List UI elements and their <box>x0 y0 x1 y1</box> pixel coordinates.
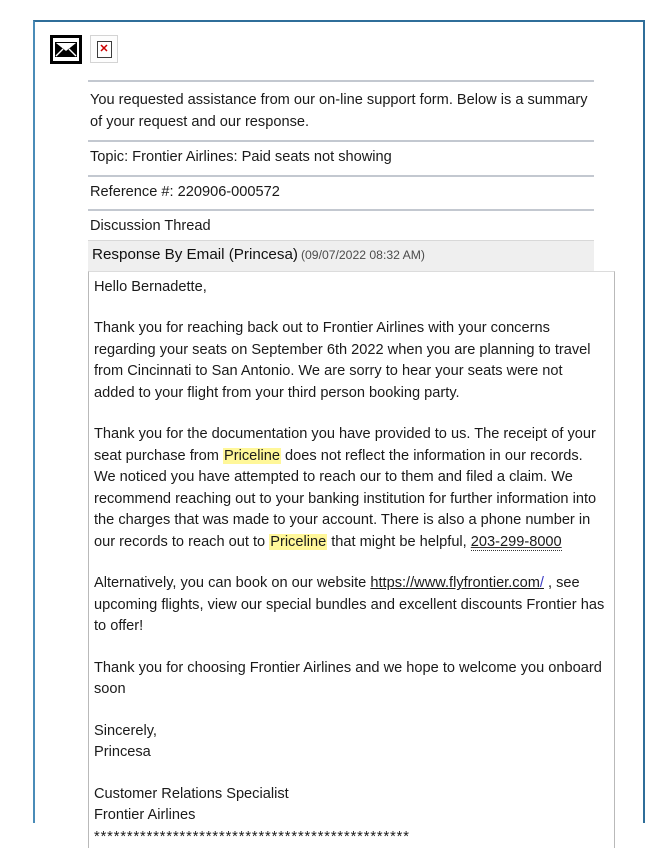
response-header-date: (09/07/2022 08:32 AM) <box>300 247 425 262</box>
flyfrontier-link[interactable] <box>370 575 544 591</box>
flyfrontier-link-slash: / <box>539 575 544 592</box>
body-spacer-3 <box>94 553 606 573</box>
response-header-title: Response By Email (Princesa) <box>92 245 298 263</box>
paragraph-4: Thank you for choosing Frontier Airlines and we hope to welcome you onboard soon <box>94 659 602 698</box>
highlight-priceline-1: Priceline <box>223 447 280 464</box>
body-spacer-4 <box>94 638 606 658</box>
toolbar <box>35 22 643 80</box>
paragraph-2-text-a: Thank you for the documentation you have provided to us. The receipt of your seat purchase from <box>94 426 596 464</box>
phone-number-link[interactable]: 203-299-8000 <box>470 533 562 550</box>
signature-star-divider: ************************************************ <box>94 828 410 845</box>
email-window-frame <box>33 20 645 845</box>
response-header-band[interactable] <box>88 240 594 271</box>
reference-line: Reference #: 220906-000572 <box>90 183 280 200</box>
discussion-thread-label: Discussion Thread <box>90 218 211 235</box>
paragraph-3-text-b: , see upcoming flights, view our special bundles and excellent discounts Frontier has to offer! <box>94 575 605 635</box>
paragraph-3-text-a: Alternatively, you can book on our website <box>94 575 371 592</box>
paragraph-3 <box>94 573 606 638</box>
paragraph-2-text-c: that might be helpful, <box>327 533 471 550</box>
intro-text: You requested assistance from our on-line support form. Below is a summary of your request and our response. <box>90 92 588 130</box>
envelope-icon[interactable] <box>50 35 82 64</box>
body-spacer-2 <box>94 404 606 424</box>
message-body <box>88 271 615 848</box>
paragraph-2 <box>94 424 606 553</box>
body-spacer-5 <box>94 701 606 721</box>
topic-line: Topic: Frontier Airlines: Paid seats not showing <box>90 149 392 166</box>
broken-image-icon[interactable] <box>90 35 118 63</box>
paragraph-2-text-b: does not reflect the information in our records. We noticed you have attempted to reach our to them and filed a claim. We recommend reaching out to your banking institution for further information into the charges that was made to your account. There is also a phone number in our records to reach out to <box>94 447 597 550</box>
closing-line: Sincerely, <box>94 722 157 739</box>
signature-title: Customer Relations Specialist <box>94 785 289 802</box>
document-content <box>88 80 605 848</box>
highlight-priceline-2: Priceline <box>270 533 327 550</box>
flyfrontier-link-text: https://www.flyfrontier.com <box>370 575 540 592</box>
paragraph-1: Thank you for reaching back out to Frontier Airlines with your concerns regarding your seats on September 6th 2022 when you are planning to travel from Cincinnati to San Antonio. We are sorry to hear your seats were not added to your flight from your third person booking party. <box>94 320 591 401</box>
broken-image-glyph: ✕ <box>97 41 112 58</box>
body-spacer-1 <box>94 298 606 318</box>
body-spacer-6 <box>94 764 606 784</box>
signature-company: Frontier Airlines <box>94 807 196 824</box>
greeting-line: Hello Bernadette, <box>94 278 207 295</box>
signer-line: Princesa <box>94 744 151 761</box>
